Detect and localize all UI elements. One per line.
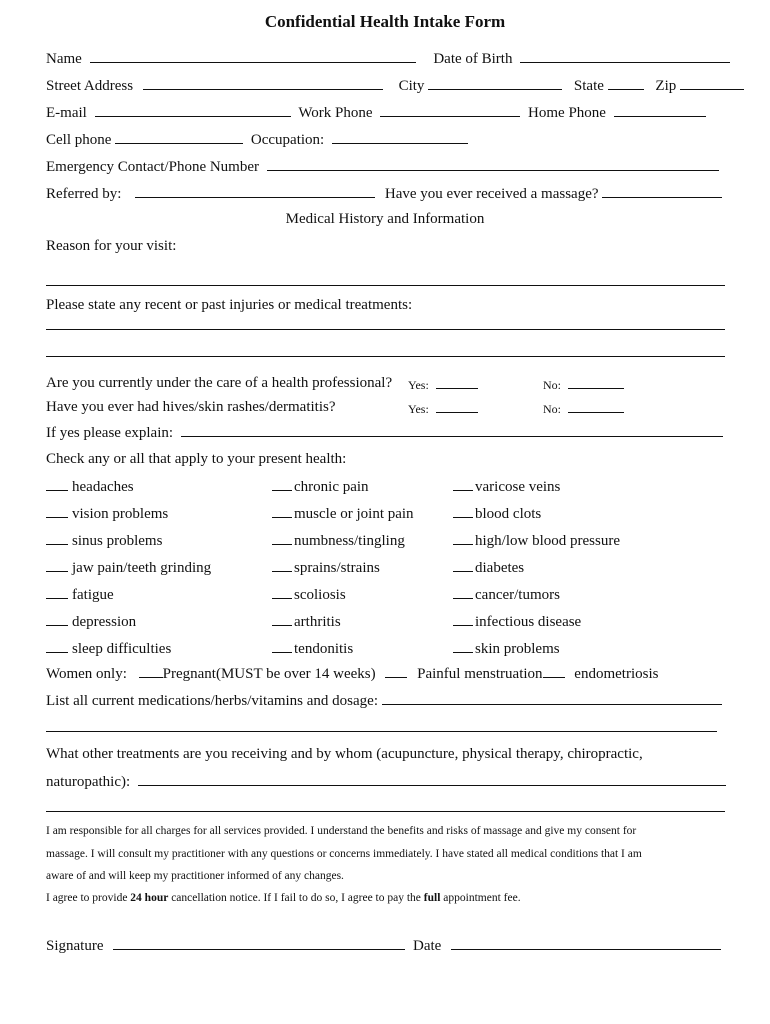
work-phone-label: Work Phone	[298, 105, 373, 121]
cancellation-full: full	[423, 892, 441, 904]
state-field[interactable]	[608, 77, 644, 90]
hives-no	[543, 402, 624, 417]
referred-row	[46, 185, 722, 203]
women-row	[46, 665, 658, 683]
state-label: State	[573, 78, 604, 94]
explain-label: If yes please explain:	[46, 425, 174, 441]
checkbox-blank[interactable]	[272, 613, 292, 626]
zip-label: Zip	[655, 78, 677, 94]
massage-field[interactable]	[602, 185, 722, 198]
care-no-field[interactable]	[568, 378, 624, 389]
hives-yes	[408, 402, 478, 417]
checkbox-blank[interactable]	[453, 640, 473, 653]
menstruation-label: Painful menstruation	[417, 666, 543, 682]
referred-label: Referred by:	[46, 186, 122, 202]
condition-label: scoliosis	[294, 587, 346, 603]
work-phone-field[interactable]	[380, 104, 520, 117]
check-sleep	[46, 640, 171, 658]
signature-row	[46, 937, 721, 955]
consent-line-2: massage. I will consult my practitioner with any questions or concerns immediately. I have stated all medical conditions that I am	[46, 848, 642, 860]
condition-label: infectious disease	[475, 614, 582, 630]
condition-label: fatigue	[72, 587, 114, 603]
street-label: Street Address	[46, 78, 134, 94]
treatments-row	[46, 773, 726, 791]
check-headaches	[46, 478, 134, 496]
referred-field[interactable]	[135, 185, 375, 198]
care-no	[543, 378, 624, 393]
check-scoliosis	[272, 586, 346, 604]
treatments-label-2: naturopathic):	[46, 774, 131, 790]
medications-field-1[interactable]	[382, 692, 722, 705]
date-field[interactable]	[451, 937, 721, 950]
condition-label: diabetes	[475, 560, 525, 576]
checkbox-blank[interactable]	[46, 532, 68, 545]
hives-question: Have you ever had hives/skin rashes/dermatitis?	[46, 399, 336, 415]
check-cancer	[453, 586, 560, 604]
checkbox-blank[interactable]	[453, 478, 473, 491]
treatments-field-2[interactable]	[46, 811, 725, 812]
pregnant-label: Pregnant(MUST be over 14 weeks)	[162, 666, 376, 682]
condition-label: chronic pain	[294, 479, 369, 495]
cancellation-text-c: cancellation notice. If I fail to do so, I agree to pay the	[168, 892, 424, 904]
reason-field[interactable]	[46, 285, 725, 286]
condition-label: arthritis	[294, 614, 341, 630]
pregnant-checkbox[interactable]	[139, 665, 163, 678]
section-title: Medical History and Information	[285, 211, 485, 227]
checkbox-blank[interactable]	[272, 640, 292, 653]
occupation-field[interactable]	[332, 131, 468, 144]
check-arthritis	[272, 613, 341, 631]
dob-label: Date of Birth	[433, 51, 513, 67]
checkbox-blank[interactable]	[46, 559, 68, 572]
consent-line-3: aware of and will keep my practitioner informed of any changes.	[46, 870, 344, 882]
condition-label: sprains/strains	[294, 560, 380, 576]
injuries-label: Please state any recent or past injuries or medical treatments:	[46, 297, 413, 313]
checkbox-blank[interactable]	[453, 559, 473, 572]
form-title: Confidential Health Intake Form	[264, 12, 506, 31]
emergency-label: Emergency Contact/Phone Number	[46, 159, 260, 175]
check-infectious	[453, 613, 581, 631]
address-row	[46, 77, 744, 95]
check-clots	[453, 505, 541, 523]
check-fatigue	[46, 586, 114, 604]
reason-label: Reason for your visit:	[46, 238, 177, 254]
home-phone-field[interactable]	[614, 104, 706, 117]
city-field[interactable]	[428, 77, 562, 90]
explain-field[interactable]	[181, 424, 723, 437]
street-field[interactable]	[143, 77, 383, 90]
email-label: E-mail	[46, 105, 87, 121]
condition-label: sinus problems	[72, 533, 163, 549]
injuries-field-1[interactable]	[46, 329, 725, 330]
condition-label: varicose veins	[475, 479, 561, 495]
checkbox-blank[interactable]	[46, 613, 68, 626]
cell-row	[46, 131, 468, 149]
hives-no-label: No:	[543, 402, 561, 416]
checkbox-blank[interactable]	[272, 559, 292, 572]
care-question: Are you currently under the care of a health professional?	[46, 375, 393, 391]
condition-label: vision problems	[72, 506, 169, 522]
checkbox-blank[interactable]	[453, 613, 473, 626]
hives-no-field[interactable]	[568, 402, 624, 413]
check-blood-pressure	[453, 532, 620, 550]
checkbox-blank[interactable]	[46, 478, 68, 491]
date-label: Date	[413, 938, 442, 954]
care-yes	[408, 378, 478, 393]
explain-row	[46, 424, 723, 442]
check-tendonitis	[272, 640, 353, 658]
city-label: City	[398, 78, 425, 94]
home-phone-label: Home Phone	[528, 105, 606, 121]
care-yes-label: Yes:	[408, 378, 429, 392]
care-no-label: No:	[543, 378, 561, 392]
condition-label: cancer/tumors	[475, 587, 560, 603]
check-intro: Check any or all that apply to your present health:	[46, 451, 347, 467]
name-row	[46, 50, 730, 68]
care-yes-field[interactable]	[436, 378, 478, 389]
condition-label: sleep difficulties	[72, 641, 172, 657]
cancellation-hours: 24 hour	[130, 892, 169, 904]
emergency-field[interactable]	[267, 158, 719, 171]
condition-label: high/low blood pressure	[475, 533, 620, 549]
check-numbness	[272, 532, 405, 550]
medications-label: List all current medications/herbs/vitamins and dosage:	[46, 693, 378, 709]
consent-line-1: I am responsible for all charges for all services provided. I understand the benefits and risks of massage and give my consent for	[46, 825, 637, 837]
cancellation-text-e: appointment fee.	[440, 892, 521, 904]
cell-phone-label: Cell phone	[46, 132, 112, 148]
condition-label: tendonitis	[294, 641, 354, 657]
condition-label: jaw pain/teeth grinding	[72, 560, 212, 576]
email-field[interactable]	[95, 104, 291, 117]
cancellation-text-a: I agree to provide	[46, 892, 131, 904]
check-depression	[46, 613, 136, 631]
contact-row	[46, 104, 706, 122]
medications-row	[46, 692, 722, 710]
treatments-label-1: What other treatments are you receiving and by whom (acupuncture, physical therapy, chiropractic,	[46, 746, 643, 762]
signature-field[interactable]	[113, 937, 405, 950]
check-sprains	[272, 559, 380, 577]
hives-yes-label: Yes:	[408, 402, 429, 416]
name-field[interactable]	[90, 50, 416, 63]
condition-label: headaches	[72, 479, 134, 495]
check-diabetes	[453, 559, 524, 577]
cancellation-notice	[46, 892, 521, 904]
massage-label: Have you ever received a massage?	[384, 186, 599, 202]
occupation-label: Occupation:	[250, 132, 325, 148]
check-vision	[46, 505, 168, 523]
menstruation-checkbox[interactable]	[385, 665, 407, 678]
checkbox-blank[interactable]	[453, 586, 473, 599]
endometriosis-label: endometriosis	[574, 666, 659, 682]
treatments-field-1[interactable]	[138, 773, 726, 786]
condition-label: muscle or joint pain	[294, 506, 414, 522]
checkbox-blank[interactable]	[272, 478, 292, 491]
name-label: Name	[46, 51, 82, 67]
injuries-field-2[interactable]	[46, 356, 725, 357]
checkbox-blank[interactable]	[46, 505, 68, 518]
condition-label: skin problems	[475, 641, 560, 657]
checkbox-blank[interactable]	[272, 586, 292, 599]
check-sinus	[46, 532, 162, 550]
emergency-row	[46, 158, 719, 176]
condition-label: numbness/tingling	[294, 533, 405, 549]
cell-phone-field[interactable]	[115, 131, 243, 144]
check-jaw	[46, 559, 211, 577]
hives-yes-field[interactable]	[436, 402, 478, 413]
checkbox-blank[interactable]	[453, 505, 473, 518]
zip-field[interactable]	[680, 77, 744, 90]
signature-label: Signature	[46, 938, 104, 954]
condition-label: depression	[72, 614, 137, 630]
dob-field[interactable]	[520, 50, 730, 63]
checkbox-blank[interactable]	[453, 532, 473, 545]
checkbox-blank[interactable]	[46, 586, 68, 599]
checkbox-blank[interactable]	[272, 532, 292, 545]
check-muscle	[272, 505, 414, 523]
endometriosis-checkbox[interactable]	[543, 665, 565, 678]
check-skin	[453, 640, 560, 658]
check-chronic-pain	[272, 478, 369, 496]
checkbox-blank[interactable]	[272, 505, 292, 518]
condition-label: blood clots	[475, 506, 542, 522]
check-varicose	[453, 478, 560, 496]
checkbox-blank[interactable]	[46, 640, 68, 653]
medications-field-2[interactable]	[46, 731, 717, 732]
women-label: Women only:	[46, 666, 127, 682]
